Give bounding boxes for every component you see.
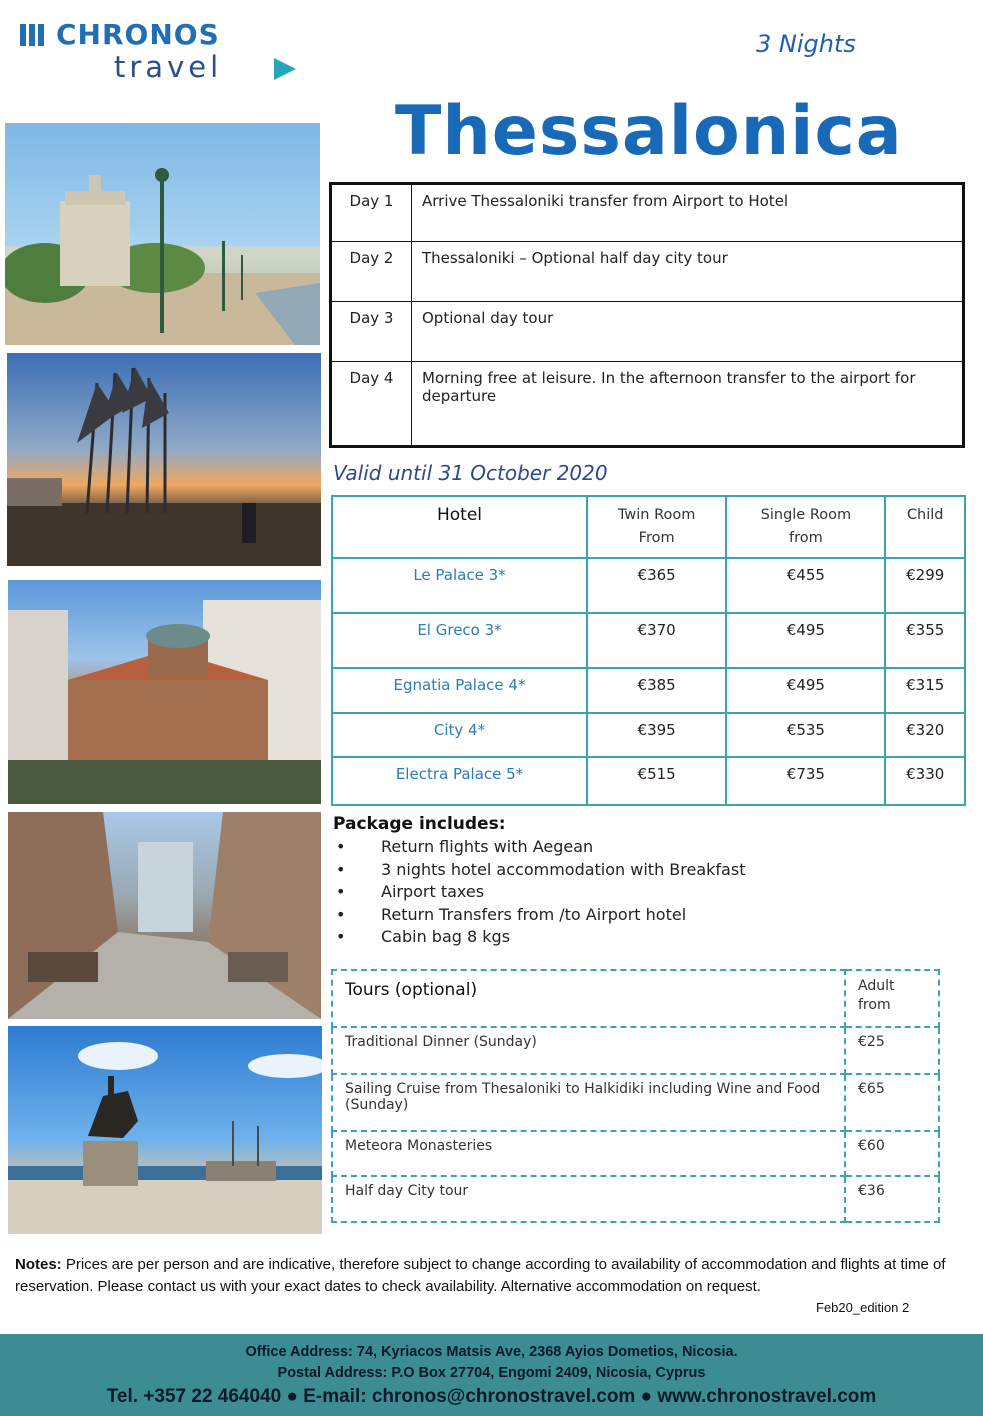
itinerary-day: Day 3 [331, 302, 412, 362]
child-price: €299 [885, 558, 965, 613]
hotel-name: El Greco 3* [332, 613, 587, 668]
logo-sub: travel [114, 50, 223, 84]
list-item [333, 905, 745, 928]
tour-price: €60 [845, 1131, 939, 1176]
hotel-name: City 4* [332, 713, 587, 757]
table-row [332, 1131, 939, 1176]
tour-name: Meteora Monasteries [332, 1131, 845, 1176]
package-item: Return Transfers from /to Airport hotel [381, 904, 687, 924]
single-price: €495 [726, 668, 885, 713]
itinerary-day: Day 2 [331, 242, 412, 302]
twin-price: €395 [587, 713, 726, 757]
itinerary-row [331, 184, 964, 242]
valid-until: Valid until 31 October 2020 [333, 461, 608, 485]
hotel-name: Egnatia Palace 4* [332, 668, 587, 713]
bullet-icon: • [336, 882, 346, 901]
package-list [333, 837, 745, 950]
table-row [332, 713, 965, 757]
hotel-header: Hotel [332, 496, 587, 558]
tour-price: €65 [845, 1074, 939, 1131]
bullet-icon: • [336, 859, 346, 879]
tours-header-row [332, 970, 939, 1027]
child-header: Child [885, 496, 965, 558]
page-title: Thessalonica [395, 92, 903, 171]
twin-price: €365 [587, 558, 726, 613]
hotel-name: Electra Palace 5* [332, 757, 587, 805]
itinerary-text: Thessaloniki – Optional half day city tour [412, 242, 964, 302]
list-item [333, 927, 745, 950]
umbrellas-sculpture-photo [7, 353, 321, 566]
list-item [333, 837, 745, 860]
itinerary-row [331, 302, 964, 362]
street-cafe-photo [8, 812, 321, 1019]
table-row [332, 1027, 939, 1074]
logo-bars-icon [20, 24, 44, 46]
contact-line[interactable]: Tel. +357 22 464040 ● E-mail: chronos@chronostravel.com ● www.chronostravel.com [106, 1386, 877, 1407]
tours-table [331, 969, 940, 1223]
list-item [333, 860, 745, 883]
twin-header: Twin Room From [587, 496, 726, 558]
tour-price: €25 [845, 1027, 939, 1074]
itinerary-text: Optional day tour [412, 302, 964, 362]
edition-label: Feb20_edition 2 [816, 1300, 910, 1315]
notes-label: Notes: [15, 1256, 62, 1273]
table-row [332, 1176, 939, 1222]
white-tower-photo [5, 123, 320, 345]
tour-price: €36 [845, 1176, 939, 1222]
itinerary-day: Day 4 [331, 362, 412, 447]
child-price: €330 [885, 757, 965, 805]
table-row [332, 558, 965, 613]
table-row [332, 757, 965, 805]
table-row [332, 613, 965, 668]
alexander-statue-photo [8, 1026, 322, 1234]
single-header: Single Room from [726, 496, 885, 558]
twin-price: €385 [587, 668, 726, 713]
nights-label: 3 Nights [756, 30, 856, 58]
bullet-icon: • [336, 904, 346, 924]
table-row [332, 668, 965, 713]
bullet-icon: • [336, 837, 346, 856]
itinerary-day: Day 1 [331, 184, 412, 242]
itinerary-row [331, 242, 964, 302]
tours-header: Tours (optional) [332, 970, 845, 1027]
package-title: Package includes: [333, 814, 506, 834]
prices-header-row [332, 496, 965, 558]
postal-address: Postal Address: P.O Box 27704, Engomi 2409, Nicosia, Cyprus [277, 1365, 706, 1381]
hotel-name: Le Palace 3* [332, 558, 587, 613]
tour-name: Sailing Cruise from Thesaloniki to Halkidiki including Wine and Food (Sunday) [332, 1074, 845, 1131]
itinerary-text: Arrive Thessaloniki transfer from Airport to Hotel [412, 184, 964, 242]
twin-price: €515 [587, 757, 726, 805]
child-price: €355 [885, 613, 965, 668]
single-price: €535 [726, 713, 885, 757]
tour-name: Traditional Dinner (Sunday) [332, 1027, 845, 1074]
footer [0, 1334, 983, 1416]
office-address: Office Address: 74, Kyriacos Matsis Ave, 2368 Ayios Dometios, Nicosia. [245, 1344, 738, 1360]
package-item: Cabin bag 8 kgs [381, 927, 511, 946]
hotel-prices-table [331, 495, 966, 806]
child-price: €315 [885, 668, 965, 713]
itinerary-text: Morning free at leisure. In the afternoon transfer to the airport for departure [412, 362, 964, 447]
itinerary-row [331, 362, 964, 447]
itinerary-table [329, 182, 965, 448]
list-item [333, 882, 745, 905]
adult-header: Adult from [845, 970, 939, 1027]
twin-price: €370 [587, 613, 726, 668]
logo-arrow-icon [274, 58, 296, 80]
package-item: Airport taxes [381, 882, 485, 901]
notes-text: Prices are per person and are indicative, therefore subject to change according to availability of accommodation and flights at time of reservation. Please contact us with your exact dates to check availability. Alternative accommodation on request. [15, 1256, 946, 1295]
single-price: €735 [726, 757, 885, 805]
notes [15, 1254, 965, 1298]
single-price: €455 [726, 558, 885, 613]
logo-brand: CHRONOS [56, 18, 220, 51]
child-price: €320 [885, 713, 965, 757]
table-row [332, 1074, 939, 1131]
bullet-icon: • [336, 927, 346, 946]
single-price: €495 [726, 613, 885, 668]
package-item: Return flights with Aegean [381, 837, 594, 856]
tour-name: Half day City tour [332, 1176, 845, 1222]
rotunda-church-photo [8, 580, 321, 804]
package-item: 3 nights hotel accommodation with Breakfast [381, 859, 746, 879]
chronos-travel-logo [16, 18, 286, 82]
